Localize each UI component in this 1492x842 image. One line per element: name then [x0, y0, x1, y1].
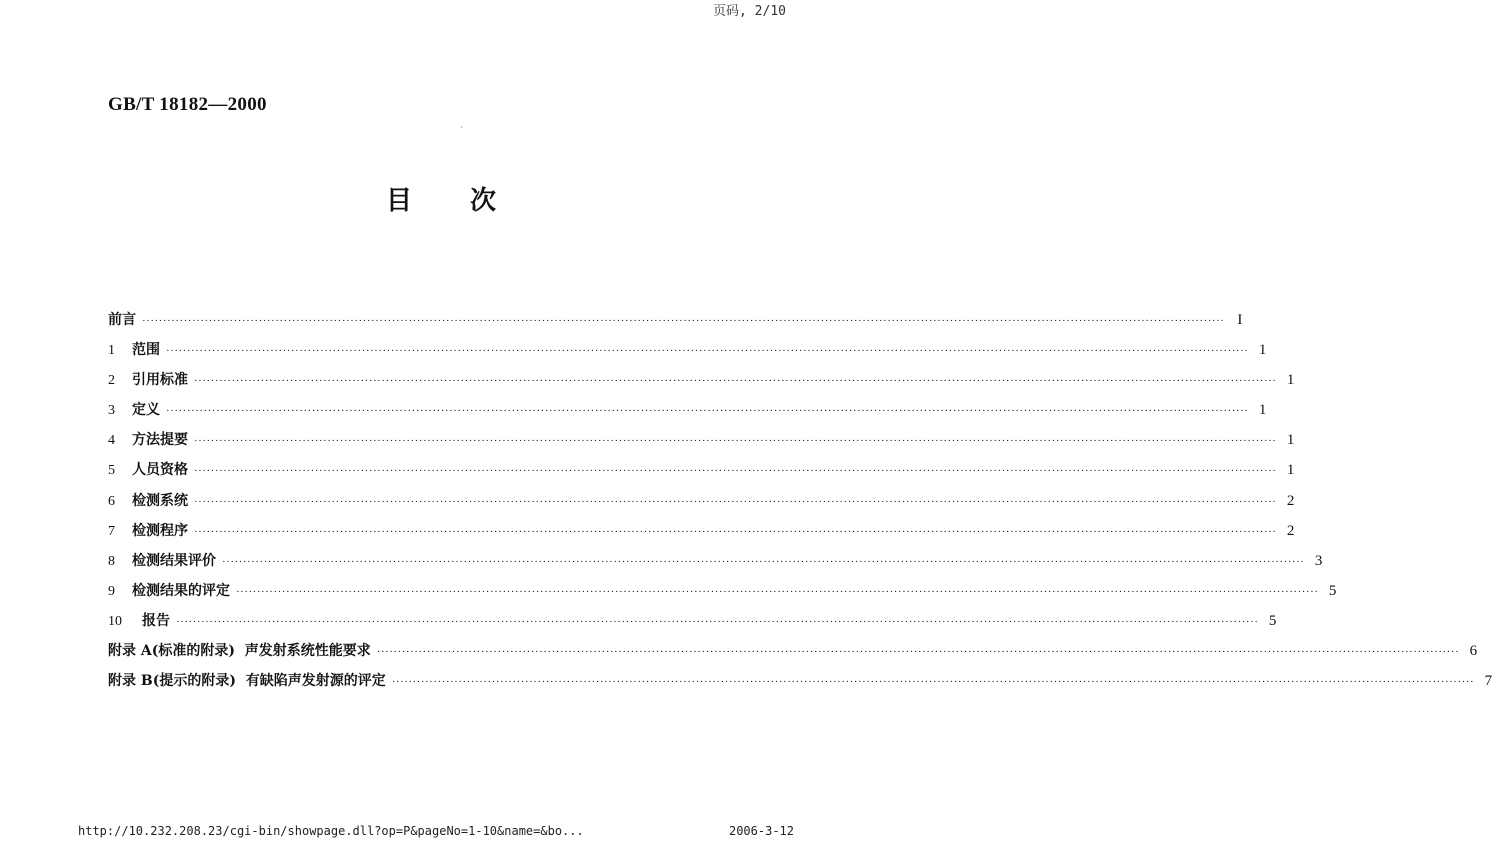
toc-entry[interactable]	[108, 339, 1267, 369]
toc-entry[interactable]	[108, 670, 1492, 700]
toc-entry[interactable]	[108, 520, 1295, 550]
toc-entry-label: 定义	[132, 402, 160, 419]
toc-entry[interactable]	[108, 399, 1267, 429]
toc-leader-dots: ····································································································································································································································································	[194, 465, 1277, 478]
toc-entry-page: I	[1237, 312, 1243, 328]
toc-entry-number: 8	[108, 553, 115, 569]
toc-entry-page: 1	[1286, 372, 1295, 389]
toc-entry-number: 5	[108, 463, 115, 479]
toc-leader-dots: ····································································································································································································································································	[176, 615, 1259, 628]
toc-entry-number: 4	[108, 433, 115, 449]
toc-entry[interactable]	[108, 429, 1295, 459]
toc-entry-page: 2	[1286, 522, 1295, 539]
toc-entry[interactable]	[108, 309, 1243, 339]
toc-entry-label: 附录 A(标准的附录) 声发射系统性能要求	[108, 643, 371, 660]
toc-entry[interactable]	[108, 640, 1478, 670]
toc-entry-label: 附录 B(提示的附录) 有缺陷声发射源的评定	[108, 673, 386, 690]
toc-leader-dots: ····································································································································································································································································	[194, 375, 1277, 388]
toc-leader-dots: ····································································································································································································································································	[194, 495, 1277, 508]
toc-entry-label: 检测程序	[132, 522, 188, 539]
toc-entry[interactable]	[108, 459, 1295, 489]
toc-entry-number: 7	[108, 523, 115, 539]
toc-entry-label: 检测系统	[132, 492, 188, 509]
toc-entry-page: 6	[1469, 643, 1478, 660]
toc-entry-label: 引用标准	[132, 372, 188, 389]
toc-entry-label: 前言	[108, 312, 136, 328]
toc-entry-page: 7	[1484, 673, 1492, 690]
toc-leader-dots: ····································································································································································································································································	[166, 345, 1249, 358]
toc-entry-page: 5	[1268, 612, 1277, 629]
toc-leader-dots: ····································································································································································································································································	[194, 525, 1277, 538]
toc-entry-label: 报告	[142, 612, 170, 629]
stray-mark: `	[460, 126, 464, 135]
toc-entry-number: 3	[108, 403, 115, 419]
toc-entry-page: 1	[1258, 342, 1267, 359]
toc-entry-label: 范围	[132, 342, 160, 359]
footer	[78, 824, 794, 838]
footer-url: http://10.232.208.23/cgi-bin/showpage.dll?op=P&pageNo=1-10&name=&bo...	[78, 824, 584, 838]
toc-leader-dots: ····································································································································································································································································	[236, 585, 1319, 598]
title-char-2: 次	[470, 186, 497, 216]
toc-leader-dots: ····································································································································································································································································	[376, 646, 1460, 659]
toc-entry-page: 1	[1286, 432, 1295, 449]
page-counter: 页码, 2/10	[713, 4, 786, 19]
toc-leader-dots: ····································································································································································································································································	[142, 315, 1225, 327]
toc-entry-page: 3	[1314, 552, 1323, 569]
toc-leader-dots: ····································································································································································································································································	[391, 676, 1475, 689]
table-of-contents	[108, 309, 1492, 700]
toc-entry-number: 10	[108, 613, 122, 629]
toc-entry-page: 5	[1328, 582, 1337, 599]
toc-entry-number: 2	[108, 373, 115, 389]
toc-entry-number: 6	[108, 493, 115, 509]
toc-entry-label: 方法提要	[132, 432, 188, 449]
toc-entry-label: 检测结果评价	[132, 552, 216, 569]
toc-entry-page: 1	[1286, 462, 1295, 479]
toc-entry[interactable]	[108, 369, 1295, 399]
toc-leader-dots: ····································································································································································································································································	[194, 435, 1277, 448]
toc-entry-number: 1	[108, 343, 115, 359]
document-title	[386, 180, 496, 217]
toc-leader-dots: ····································································································································································································································································	[166, 405, 1249, 418]
toc-entry[interactable]	[108, 610, 1277, 640]
toc-entry-page: 1	[1258, 402, 1267, 419]
toc-entry-label: 检测结果的评定	[132, 582, 230, 599]
toc-entry[interactable]	[108, 550, 1323, 580]
footer-date: 2006-3-12	[728, 824, 794, 838]
toc-entry-page: 2	[1286, 492, 1295, 509]
title-char-1: 目	[386, 186, 413, 216]
toc-leader-dots: ····································································································································································································································································	[222, 555, 1305, 568]
toc-entry-label: 人员资格	[132, 462, 188, 479]
toc-entry-number: 9	[108, 583, 115, 599]
toc-entry[interactable]	[108, 580, 1337, 610]
standard-code: GB/T 18182—2000	[108, 94, 267, 115]
toc-entry[interactable]	[108, 490, 1295, 520]
